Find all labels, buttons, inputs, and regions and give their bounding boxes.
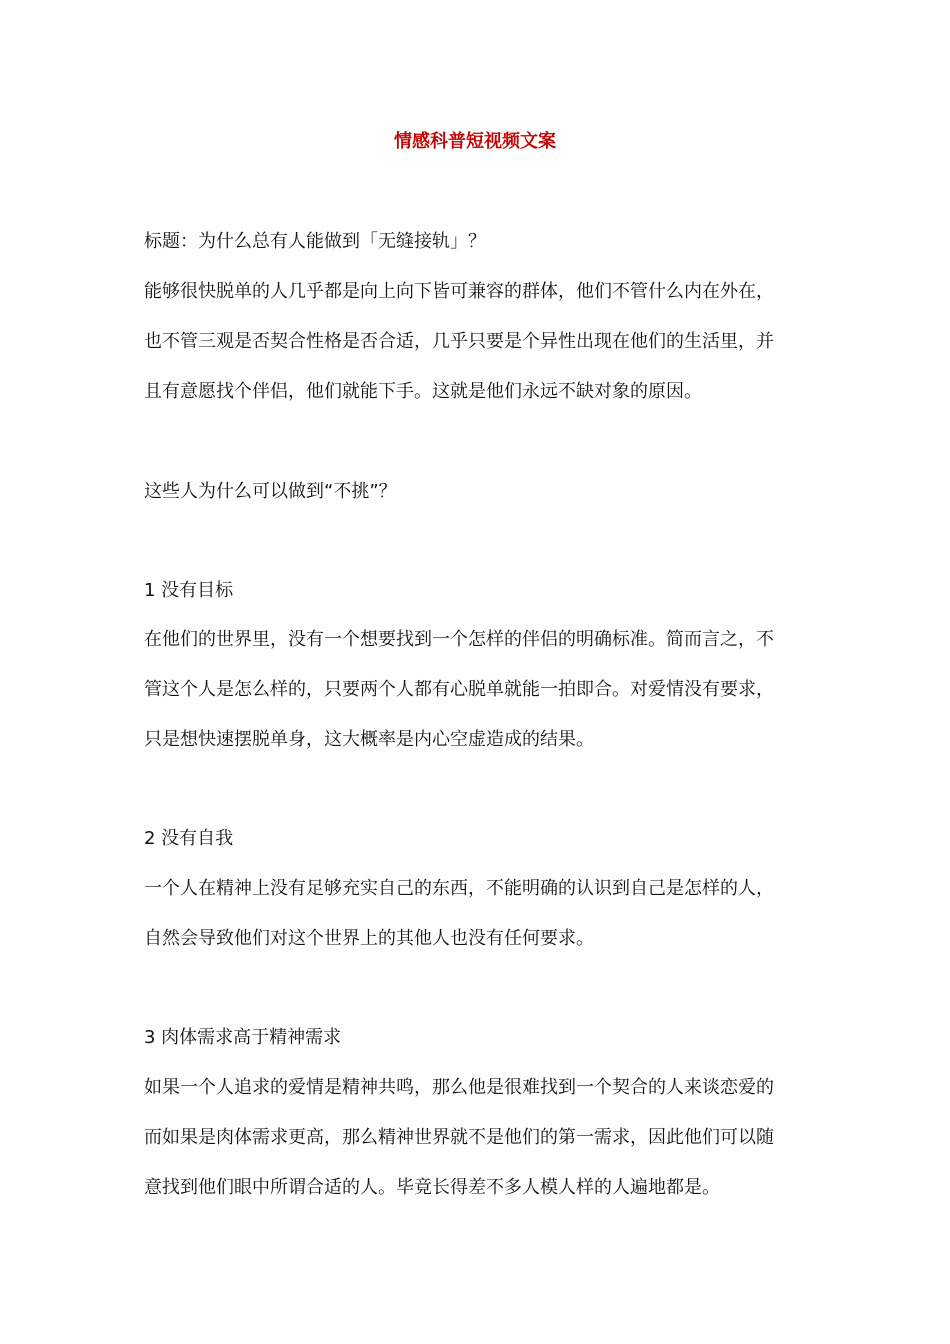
- section-heading-3: 3 肉体需求高于精神需求: [144, 1027, 342, 1048]
- paragraph-line: 且有意愿找个伴侣，他们就能下手。这就是他们永远不缺对象的原因。: [144, 381, 702, 402]
- section-heading-2: 2 没有自我: [144, 828, 234, 849]
- paragraph-line: 自然会导致他们对这个世界上的其他人也没有任何要求。: [144, 928, 594, 949]
- paragraph-line: 如果一个人追求的爱情是精神共鸣，那么他是很难找到一个契合的人来谈恋爱的: [144, 1077, 774, 1098]
- paragraph-line: 管这个人是怎么样的，只要两个人都有心脱单就能一拍即合。对爱情没有要求，: [144, 679, 774, 700]
- document-title: 情感科普短视频文案: [394, 131, 556, 152]
- paragraph-line: 在他们的世界里，没有一个想要找到一个怎样的伴侣的明确标准。简而言之，不: [144, 629, 774, 650]
- paragraph-line: 也不管三观是否契合性格是否合适，几乎只要是个异性出现在他们的生活里，并: [144, 331, 774, 352]
- paragraph-line: 而如果是肉体需求更高，那么精神世界就不是他们的第一需求，因此他们可以随: [144, 1127, 774, 1148]
- paragraph-line: 一个人在精神上没有足够充实自己的东西，不能明确的认识到自己是怎样的人，: [144, 878, 774, 899]
- paragraph-line: 意找到他们眼中所谓合适的人。毕竟长得差不多人模人样的人遍地都是。: [144, 1177, 720, 1198]
- paragraph-line: 只是想快速摆脱单身，这大概率是内心空虚造成的结果。: [144, 729, 594, 750]
- section-heading-1: 1 没有目标: [144, 580, 234, 601]
- heading-line: 标题：为什么总有人能做到「无缝接轨」？: [144, 231, 486, 252]
- question-line: 这些人为什么可以做到“不挑”？: [144, 481, 397, 502]
- paragraph-line: 能够很快脱单的人几乎都是向上向下皆可兼容的群体，他们不管什么内在外在，: [144, 281, 774, 302]
